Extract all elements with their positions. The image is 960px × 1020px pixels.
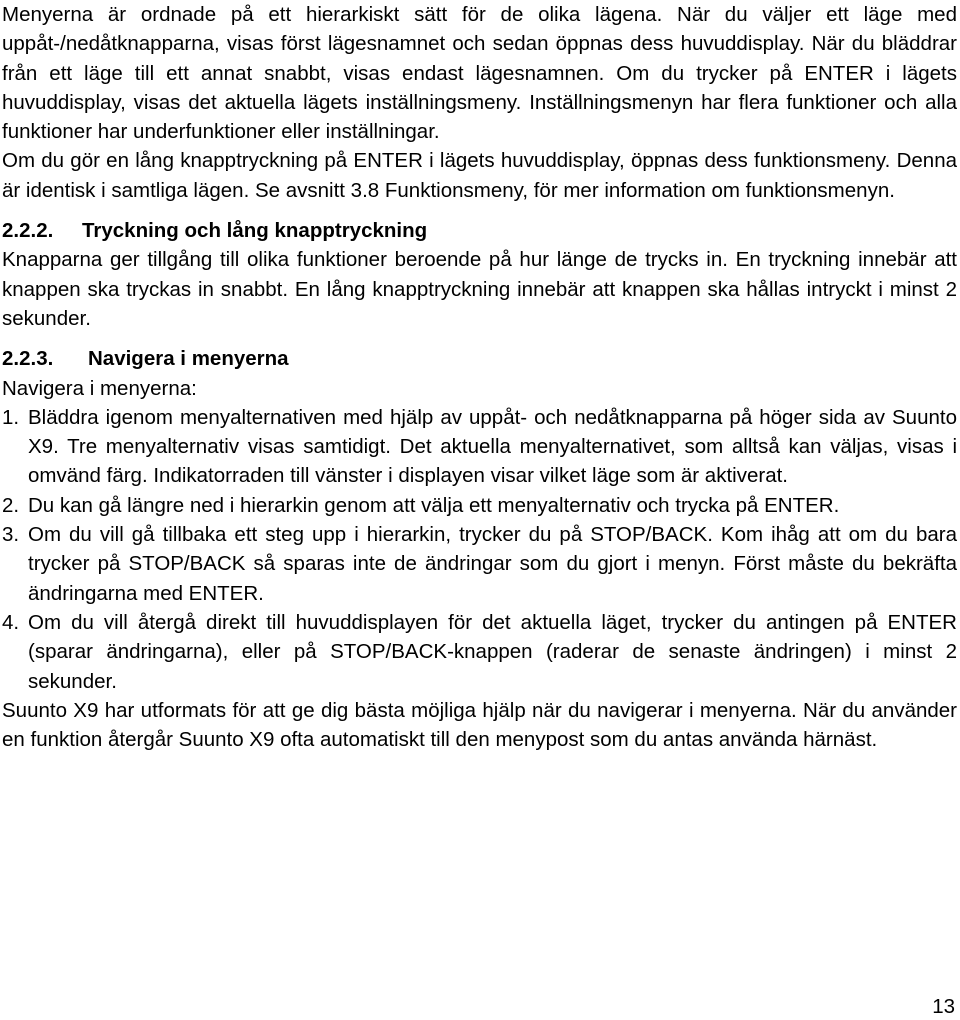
list-item-number: 3. — [2, 523, 20, 547]
closing-paragraph: Suunto X9 har utformats för att ge dig bästa möjliga hjälp när du navigerar i menyerna. När du använder en funktion återgår Suunto X9 ofta automatiskt till den menypost som du antas använda härnäst. — [2, 698, 957, 752]
section-title: Tryckning och lång knapptryckning — [82, 219, 428, 243]
list-item-text: Bläddra igenom menyalternativen med hjälp av uppåt- och nedåtknapparna på höger sida av Suunto X9. Tre menyalternativ visas samtidigt. Det aktuella menyalternativet, som alltså kan väljas, visas i omvänd färg. Indikatorraden till vänster i displayen visar vilket läge som är aktiverat. — [28, 405, 957, 488]
list-item — [2, 520, 957, 608]
list-item-text: Du kan gå längre ned i hierarkin genom att välja ett menyalternativ och trycka på ENTER. — [28, 493, 840, 517]
list-item-text: Om du vill gå tillbaka ett steg upp i hierarkin, trycker du på STOP/BACK. Kom ihåg att om du bara trycker på STOP/BACK så sparas inte de ändringar som du gjort i menyn. Först måste du bekräfta ändringarna med ENTER. — [28, 523, 957, 605]
list-item-number: 4. — [2, 610, 20, 634]
list-item — [2, 403, 957, 491]
section-heading-2-2-3 — [2, 344, 957, 373]
section-number: 2.2.3. — [2, 347, 54, 371]
list-item-number: 1. — [2, 405, 20, 429]
list-item — [2, 491, 957, 520]
section-2-2-2-body: Knapparna ger tillgång till olika funktioner beroende på hur länge de trycks in. En tryckning innebär att knappen ska tryckas in snabbt. En lång knapptryckning innebär att knappen ska hållas intryckt i minst 2 sekunder. — [2, 248, 957, 330]
list-item-text: Om du vill återgå direkt till huvuddisplayen för det aktuella läget, trycker du antingen på ENTER (sparar ändringarna), eller på STOP/BACK-knappen (raderar de senaste ändringen) i minst 2 sekunder. — [28, 610, 957, 693]
page-number: 13 — [932, 995, 955, 1018]
list-item-number: 2. — [2, 493, 20, 517]
page-content — [2, 0, 957, 754]
intro-paragraph-2: Om du gör en lång knapptryckning på ENTER i lägets huvuddisplay, öppnas dess funktionsmeny. Denna är identisk i samtliga lägen. Se avsnitt 3.8 Funktionsmeny, för mer information om funktionsmenyn. — [2, 149, 957, 202]
intro-paragraph-1: Menyerna är ordnade på ett hierarkiskt sätt för de olika lägena. När du väljer ett läge med uppåt-/nedåtknapparna, visas först lägesnamnet och sedan öppnas dess huvuddisplay. När du bläddrar från ett läge till ett annat snabbt, visas endast lägesnamnen. Om du trycker på ENTER i lägets huvuddisplay, visas det aktuella lägets inställningsmeny. Inställningsmenyn har flera funktioner och alla funktioner har underfunktioner eller inställningar. — [2, 3, 957, 144]
navigation-steps-list — [2, 403, 957, 696]
section-title: Navigera i menyerna — [88, 347, 289, 371]
section-heading-2-2-2 — [2, 216, 957, 245]
section-2-2-3-lead: Navigera i menyerna: — [2, 376, 197, 400]
section-number: 2.2.2. — [2, 219, 54, 243]
list-item — [2, 608, 957, 696]
